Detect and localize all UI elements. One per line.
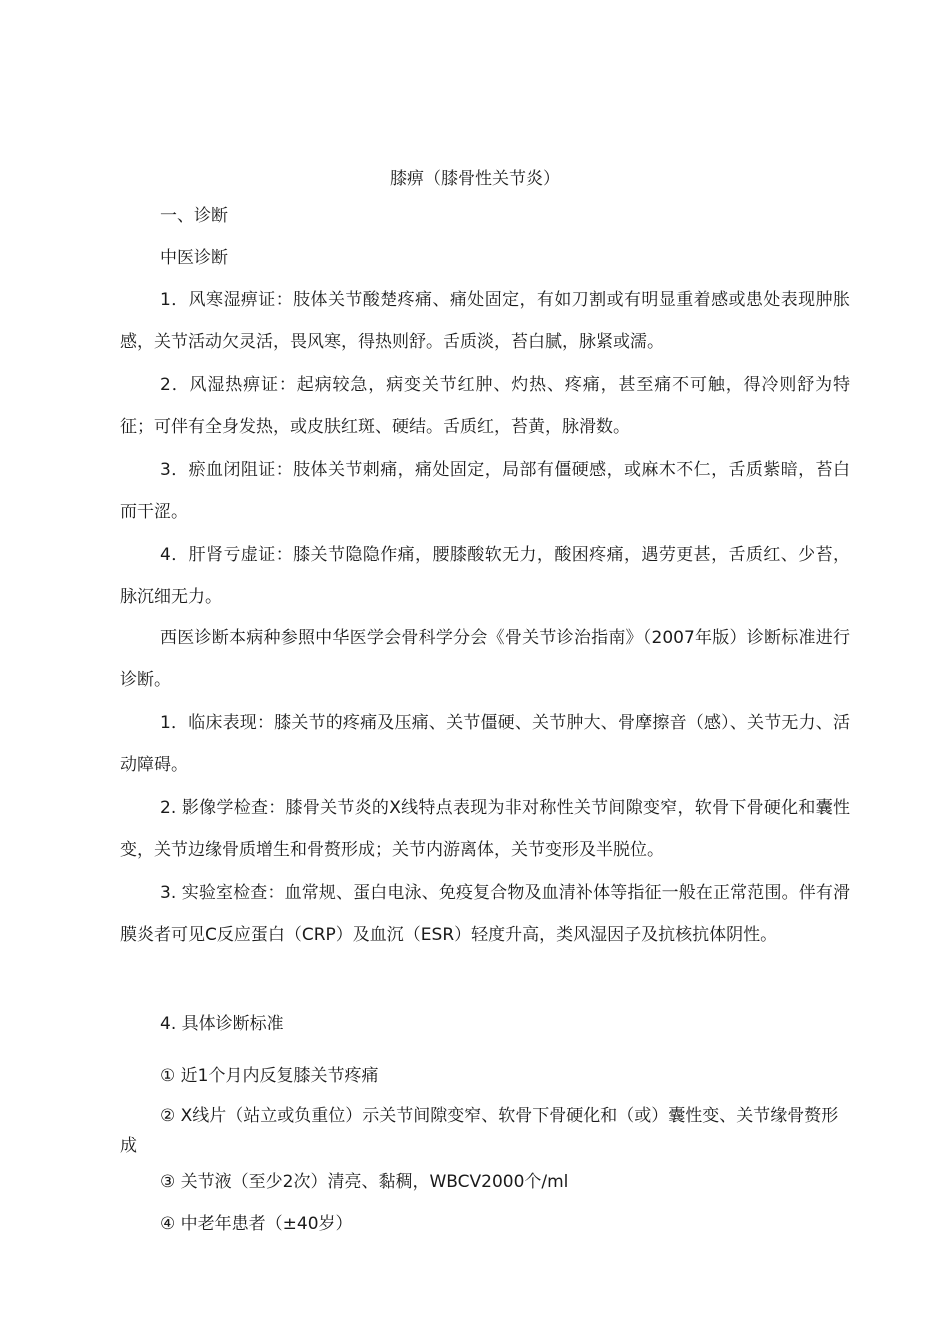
western-item-laboratory: 3. 实验室检查：血常规、蛋白电泳、免疫复合物及血清补体等指征一般在正常范围。伴有滑膜炎者可见C反应蛋白（CRP）及血沉（ESR）轻度升高，类风湿因子及抗核抗体阴性。 (120, 883, 850, 945)
criteria-item: ④ 中老年患者（±40岁） (160, 1214, 353, 1234)
document-title: 膝痹（膝骨性关节炎） (390, 169, 560, 189)
western-item-imaging: 2. 影像学检查：膝骨关节炎的X线特点表现为非对称性关节间隙变窄，软骨下骨硬化和囊性变，关节边缘骨质增生和骨赘形成；关节内游离体，关节变形及半脱位。 (120, 798, 850, 860)
criteria-item: ② X线片（站立或负重位）示关节间隙变窄、软骨下骨硬化和（或）囊性变、关节缘骨赘形成 (120, 1106, 839, 1156)
criteria-item: ① 近1个月内反复膝关节疼痛 (160, 1066, 379, 1086)
criteria-item: ③ 关节液（至少2次）清亮、黏稠，WBCV2000个/ml (160, 1172, 569, 1192)
tcm-item-blood-stasis: 3．瘀血闭阻证：肢体关节刺痛，痛处固定，局部有僵硬感，或麻木不仁，舌质紫暗，苔白而干涩。 (120, 460, 850, 522)
tcm-diagnosis-heading: 中医诊断 (160, 248, 228, 268)
western-item-clinical: 1．临床表现：膝关节的疼痛及压痛、关节僵硬、关节肿大、骨摩擦音（感）、关节无力、活动障碍。 (120, 713, 850, 775)
tcm-item-liver-kidney-deficiency: 4．肝肾亏虚证：膝关节隐隐作痛，腰膝酸软无力，酸困疼痛，遇劳更甚，舌质红、少苔，脉沉细无力。 (120, 545, 850, 607)
tcm-item-wind-damp-heat: 2．风湿热痹证：起病较急，病变关节红肿、灼热、疼痛，甚至痛不可触，得冷则舒为特征；可伴有全身发热，或皮肤红斑、硬结。舌质红，苔黄，脉滑数。 (120, 375, 850, 437)
western-diagnosis-intro: 西医诊断本病种参照中华医学会骨科学分会《骨关节诊治指南》（2007年版）诊断标准进行诊断。 (120, 628, 850, 690)
tcm-item-wind-cold-damp: 1．风寒湿痹证：肢体关节酸楚疼痛、痛处固定，有如刀割或有明显重着感或患处表现肿胀感，关节活动欠灵活，畏风寒，得热则舒。舌质淡，苔白腻，脉紧或濡。 (120, 290, 850, 352)
criteria-heading: 4. 具体诊断标准 (160, 1014, 284, 1034)
section-heading-diagnosis: 一、诊断 (160, 206, 228, 226)
